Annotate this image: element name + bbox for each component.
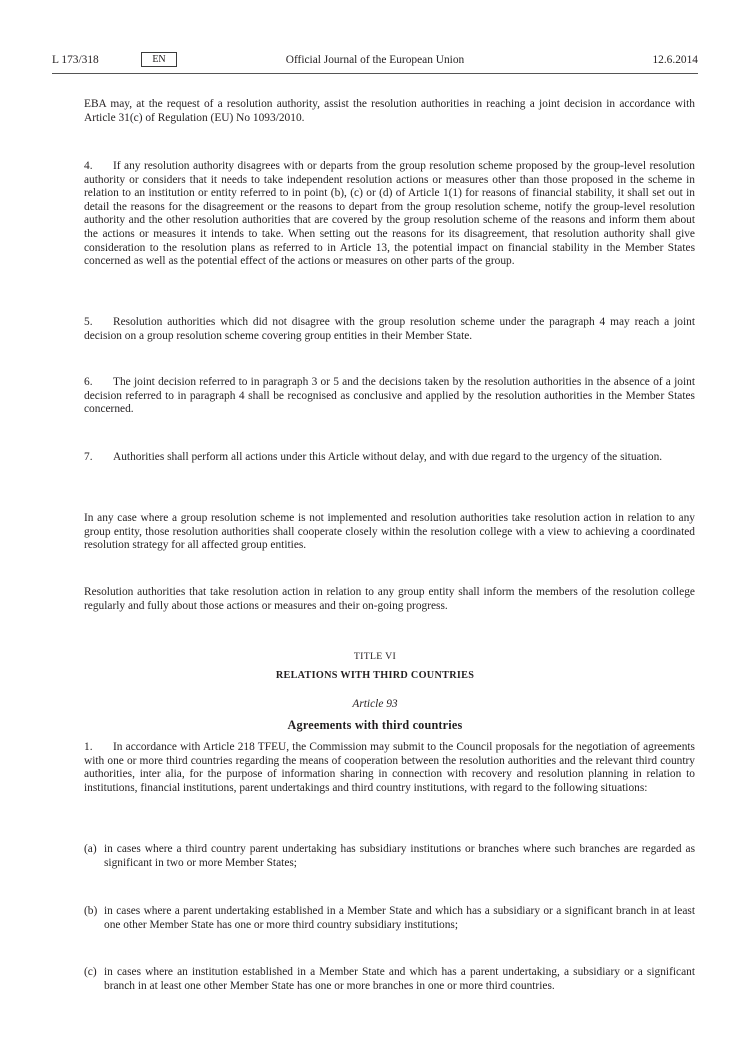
header-rule: [52, 73, 698, 74]
paragraph-number: 4.: [84, 160, 93, 172]
language-badge: EN: [141, 52, 177, 67]
closing-paragraph-1: In any case where a group resolution scheme is not implemented and resolution authorities take resolution action in relation to any group entity, those resolution authorities shall cooperate closely within the resolution college with a view to achieving a coordinated resolution strategy for all affected group entities.: [84, 512, 695, 552]
title-name: RELATIONS WITH THIRD COUNTRIES: [275, 670, 475, 681]
article-number: Article 93: [352, 698, 398, 710]
paragraph-4: [84, 160, 695, 269]
paragraph-text: If any resolution authority disagrees with or departs from the group resolution scheme proposed by the group-level resolution authority or considers that it needs to take independent resolution actions or measures other than those proposed in the scheme in relation to an institution or entity referred to in point (b), (c) or (d) of Article 1(1) for reasons of financial stability, it shall set out in detail the reasons for the disagreement or the reasons to depart from the group resolution scheme, notify the group-level resolution authority and the other resolution authorities that are covered by the group resolution scheme of the reasons and inform them about the actions or measures it intends to take. When setting out the reasons for its disagreement, that resolution authority shall give consideration to the resolution plans as referred to in Article 13, the potential impact on financial stability in the Member States concerned as well as the potential effect of the actions or measures on other parts of the group.: [84, 160, 695, 268]
journal-title: Official Journal of the European Union: [285, 54, 465, 66]
publication-date: 12.6.2014: [652, 54, 698, 66]
list-item-label: (c): [84, 966, 97, 978]
list-item-c: [84, 966, 695, 993]
article-title: Agreements with third countries: [287, 718, 463, 732]
list-item-a: [84, 843, 695, 870]
list-item-label: (a): [84, 843, 97, 855]
title-number: TITLE VI: [353, 651, 397, 662]
paragraph-7: [84, 451, 695, 465]
list-item-b: [84, 905, 695, 932]
journal-reference: L 173/318: [52, 54, 99, 66]
paragraph-text: In accordance with Article 218 TFEU, the Commission may submit to the Council proposals for the negotiation of agreements with one or more third countries regarding the means of cooperation between the resolution authorities and the relevant third country authorities, inter alia, for the purpose of information sharing in connection with recovery and resolution planning in relation to institutions, financial institutions, parent undertakings and third country institutions, with regard to the following situations:: [84, 741, 695, 794]
intro-paragraph: EBA may, at the request of a resolution authority, assist the resolution authorities in reaching a joint decision in accordance with Article 31(c) of Regulation (EU) No 1093/2010.: [84, 98, 695, 124]
paragraph-number: 1.: [84, 741, 93, 753]
list-item-text: in cases where an institution established in a Member State and which has a parent undertaking, a subsidiary or a significant branch in at least one other Member State has one or more branches in one or more third countries.: [104, 966, 695, 992]
paragraph-6: [84, 376, 695, 417]
paragraph-number: 7.: [84, 451, 93, 463]
paragraph-number: 5.: [84, 316, 93, 328]
paragraph-number: 6.: [84, 376, 93, 388]
list-item-label: (b): [84, 905, 98, 917]
paragraph-text: The joint decision referred to in paragraph 3 or 5 and the decisions taken by the resolution authorities in the absence of a joint decision referred to in paragraph 4 shall be recognised as conclusive and applied by the resolution authorities in the Member States concerned.: [84, 376, 695, 416]
list-item-text: in cases where a parent undertaking established in a Member State and which has a subsidiary or a significant branch in at least one other Member State has one or more third country subsidiary institutions;: [104, 905, 695, 931]
list-item-text: in cases where a third country parent undertaking has subsidiary institutions or branches where such branches are regarded as significant in two or more Member States;: [104, 843, 695, 869]
paragraph-text: Resolution authorities which did not disagree with the group resolution scheme under the paragraph 4 may reach a joint decision on a group resolution scheme covering group entities in their Member State.: [84, 316, 695, 342]
closing-paragraph-2: Resolution authorities that take resolution action in relation to any group entity shall inform the members of the resolution college regularly and fully about those actions or measures and their on-going progress.: [84, 586, 695, 612]
paragraph-5: [84, 316, 695, 343]
article-paragraph-1: [84, 741, 695, 795]
paragraph-text: Authorities shall perform all actions under this Article without delay, and with due regard to the urgency of the situation.: [113, 451, 663, 463]
